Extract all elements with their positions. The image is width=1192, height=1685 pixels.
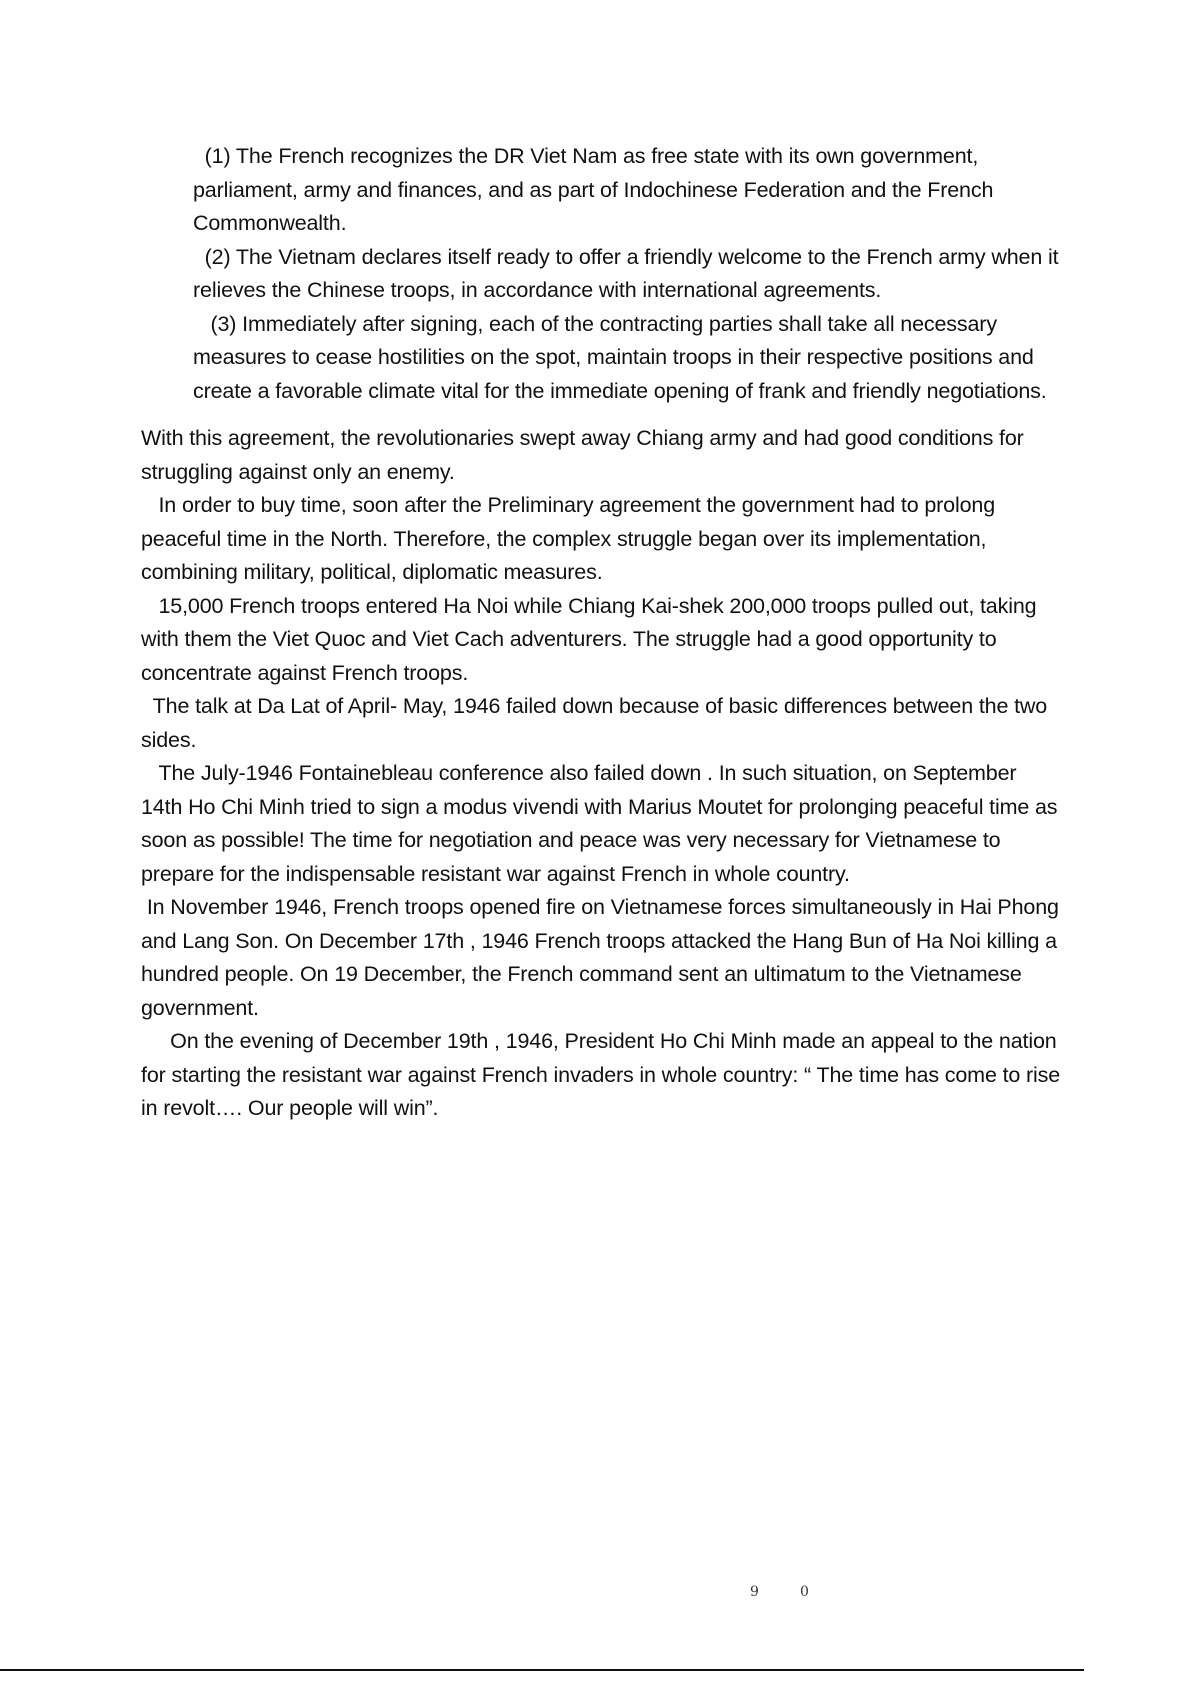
page-number-mark-right: 0 [800, 1584, 809, 1600]
page-number-mark-left: 9 [750, 1584, 759, 1600]
condition-1: (1) The French recognizes the DR Viet Nam as free state with its own government, parliament, army and finances, and as part of Indochinese Federation and the French Commonwealth. [193, 144, 1000, 235]
condition-3: (3) Immediately after signing, each of the contracting parties shall take all necessary measures to cease hostilities on the spot, maintain troops in their respective positions and create a favorable climate vital for the immediate opening of frank and friendly negotiations. [193, 311, 1047, 403]
paragraph-fontainebleau: The July-1946 Fontainebleau conference also failed down . In such situation, on September 14th Ho Chi Minh tried to sign a modus vivendi with Marius Moutet for prolonging peaceful time as soon as possible! The time for negotiation and peace was very necessary for Vietnamese to prepare for the indispensable resistant war against French in whole country. [141, 761, 1064, 886]
paragraph-appeal: On the evening of December 19th , 1946, President Ho Chi Minh made an appeal to the nation for starting the resistant war against French invaders in whole country: “ The time has come to rise in revolt…. Our people will win”. [141, 1029, 1066, 1120]
paragraph-buy-time: In order to buy time, soon after the Preliminary agreement the government had to prolong peaceful time in the North. Therefore, the complex struggle began over its implementation, combining military, political, diplomatic measures. [141, 493, 1001, 584]
paragraph-troops-entered: 15,000 French troops entered Ha Noi while Chiang Kai-shek 200,000 troops pulled out, taking with them the Viet Quoc and Viet Cach adventurers. The struggle had a good opportunity to concentrate against French troops. [141, 593, 1043, 685]
document-body [141, 140, 1066, 1126]
condition-2: (2) The Vietnam declares itself ready to offer a friendly welcome to the French army when it relieves the Chinese troops, in accordance with international agreements. [193, 244, 1065, 302]
paragraph-agreement-result: With this agreement, the revolutionaries swept away Chiang army and had good conditions for struggling against only an enemy. [141, 426, 1030, 484]
page-bottom-rule [0, 1669, 1084, 1671]
paragraph-november-1946: In November 1946, French troops opened fire on Vietnamese forces simultaneously in Hai Phong and Lang Son. On December 17th , 1946 French troops attacked the Hang Bun of Ha Noi killing a hundred people. On 19 December, the French command sent an ultimatum to the Vietnamese government. [141, 895, 1065, 1020]
paragraph-da-lat-talk: The talk at Da Lat of April- May, 1946 failed down because of basic differences between the two sides. [141, 694, 1053, 752]
